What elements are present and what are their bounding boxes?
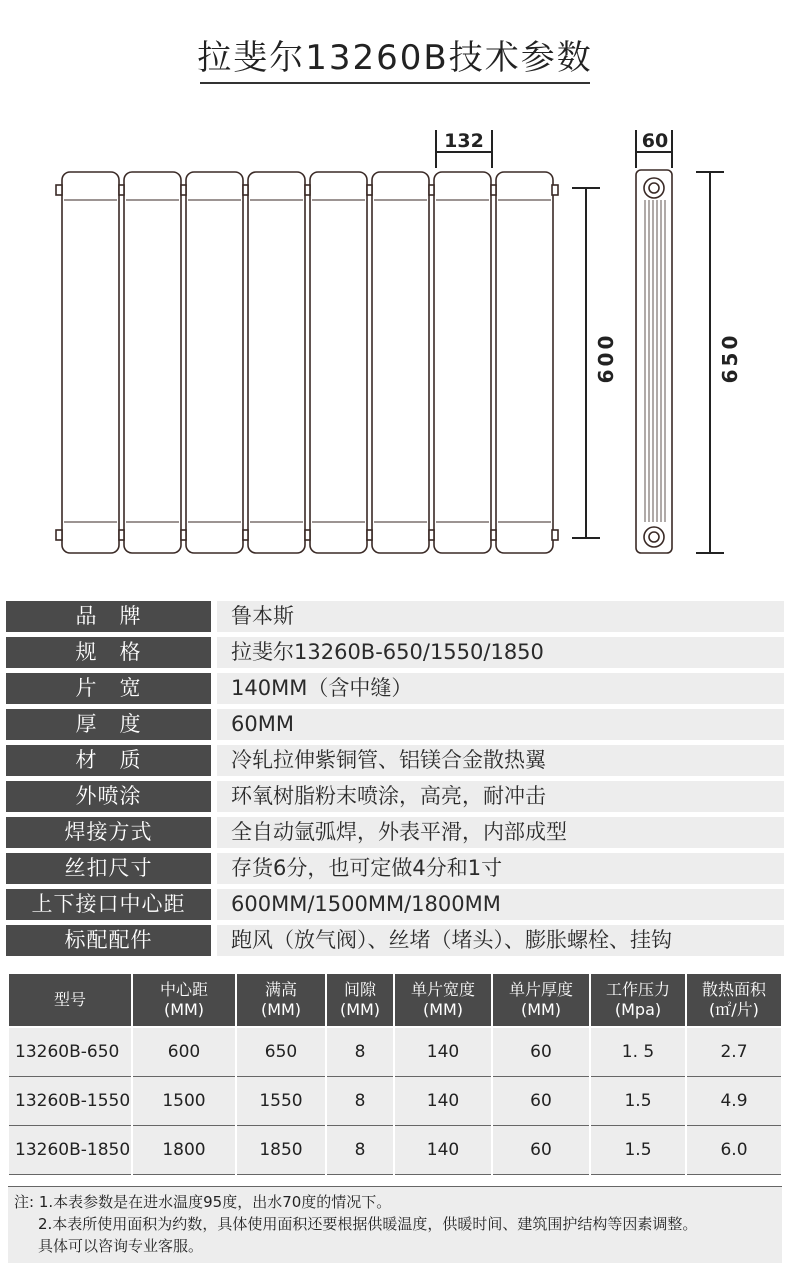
table-cell: 140 xyxy=(394,1027,492,1077)
header-connector xyxy=(181,185,186,195)
table-cell: 1.5 xyxy=(590,1077,686,1126)
title-underline xyxy=(200,82,590,84)
table-cell: 2.7 xyxy=(686,1027,782,1077)
note-line: 2.本表所使用面积为约数，具体使用面积还要根据供暖温度，供暖时间、建筑围护结构等因素调整。 xyxy=(38,1215,698,1233)
radiator-fin xyxy=(62,172,119,553)
header-connector xyxy=(367,530,372,540)
radiator-fin xyxy=(372,172,429,553)
table-cell: 1.5 xyxy=(590,1126,686,1175)
spec-row-center-distance xyxy=(6,889,784,920)
header-connector xyxy=(491,530,496,540)
width-dimension-label: 132 xyxy=(444,130,484,152)
header-connector xyxy=(119,530,124,540)
table-cell: 1800 xyxy=(132,1126,236,1175)
spec-row-thread xyxy=(6,853,784,884)
spec-label: 品 牌 xyxy=(6,601,211,632)
end-plug xyxy=(56,185,62,195)
radiator-fin xyxy=(186,172,243,553)
table-cell: 600 xyxy=(132,1027,236,1077)
table-cell: 13260B-650 xyxy=(8,1027,132,1077)
radiator-fin xyxy=(248,172,305,553)
table-row xyxy=(8,1027,782,1077)
spec-value: 环氧树脂粉末喷涂，高亮，耐冲击 xyxy=(217,781,784,812)
end-plug xyxy=(552,185,558,195)
spec-label: 片 宽 xyxy=(6,673,211,704)
table-cell: 1550 xyxy=(236,1077,326,1126)
table-cell: 60 xyxy=(492,1126,590,1175)
notes-box xyxy=(8,1186,782,1263)
spec-label: 丝扣尺寸 xyxy=(6,853,211,884)
table-cell: 8 xyxy=(326,1126,394,1175)
radiator-front-view xyxy=(56,172,558,553)
spec-row-welding xyxy=(6,817,784,848)
header-connector xyxy=(491,185,496,195)
header-connector xyxy=(429,530,434,540)
spec-label: 厚 度 xyxy=(6,709,211,740)
spec-row-accessories xyxy=(6,925,784,956)
page-title: 拉斐尔13260B技术参数 xyxy=(197,38,593,78)
end-plug xyxy=(552,530,558,540)
column-header: 单片厚度 (MM) xyxy=(492,973,590,1027)
header-connector xyxy=(305,185,310,195)
header-connector xyxy=(119,185,124,195)
table-cell: 1. 5 xyxy=(590,1027,686,1077)
column-header: 中心距 (MM) xyxy=(132,973,236,1027)
spec-value: 冷轧拉伸紫铜管、铝镁合金散热翼 xyxy=(217,745,784,776)
table-cell: 6.0 xyxy=(686,1126,782,1175)
table-row xyxy=(8,1077,782,1126)
table-cell: 60 xyxy=(492,1027,590,1077)
spec-value: 跑风（放气阀）、丝堵（堵头）、膨胀螺栓、挂钩 xyxy=(217,925,784,956)
height-dimension-label: 650 xyxy=(718,332,742,384)
column-header: 间隙 (MM) xyxy=(326,973,394,1027)
header-connector xyxy=(181,530,186,540)
radiator-diagram xyxy=(0,118,790,568)
spec-label: 标配配件 xyxy=(6,925,211,956)
note-line: 注: 1.本表参数是在进水温度95度，出水70度的情况下。 xyxy=(14,1193,392,1211)
table-cell: 140 xyxy=(394,1126,492,1175)
center-distance-label: 600 xyxy=(594,332,618,384)
spec-row-thickness xyxy=(6,709,784,740)
table-cell: 1850 xyxy=(236,1126,326,1175)
table-cell: 13260B-1550 xyxy=(8,1077,132,1126)
spec-label: 材 质 xyxy=(6,745,211,776)
spec-label: 上下接口中心距 xyxy=(6,889,211,920)
radiator-fin xyxy=(310,172,367,553)
header-connector xyxy=(367,185,372,195)
spec-label: 焊接方式 xyxy=(6,817,211,848)
end-plug xyxy=(56,530,62,540)
spec-value: 鲁本斯 xyxy=(217,601,784,632)
spec-value: 存货6分，也可定做4分和1寸 xyxy=(217,853,784,884)
spec-row-model xyxy=(6,637,784,668)
table-row xyxy=(8,1126,782,1175)
spec-value: 拉斐尔13260B-650/1550/1850 xyxy=(217,637,784,668)
radiator-fin xyxy=(496,172,553,553)
spec-value: 全自动氩弧焊，外表平滑，内部成型 xyxy=(217,817,784,848)
table-cell: 140 xyxy=(394,1077,492,1126)
column-header: 工作压力 (Mpa) xyxy=(590,973,686,1027)
column-header: 型号 xyxy=(8,973,132,1027)
table-header-row xyxy=(8,973,782,1027)
spec-row-material xyxy=(6,745,784,776)
table-cell: 8 xyxy=(326,1077,394,1126)
model-table xyxy=(7,972,783,1175)
note-line: 具体可以咨询专业客服。 xyxy=(38,1237,204,1255)
header-connector xyxy=(429,185,434,195)
spec-value: 600MM/1500MM/1800MM xyxy=(217,889,784,920)
table-cell: 60 xyxy=(492,1077,590,1126)
header-connector xyxy=(243,185,248,195)
spec-row-width xyxy=(6,673,784,704)
table-cell: 1500 xyxy=(132,1077,236,1126)
spec-value: 60MM xyxy=(217,709,784,740)
depth-dimension-label: 60 xyxy=(641,130,669,152)
radiator-side-view xyxy=(636,170,672,553)
column-header: 散热面积 (㎡/片) xyxy=(686,973,782,1027)
radiator-fin xyxy=(434,172,491,553)
table-cell: 8 xyxy=(326,1027,394,1077)
spec-row-coating xyxy=(6,781,784,812)
header-connector xyxy=(305,530,310,540)
table-cell: 13260B-1850 xyxy=(8,1126,132,1175)
table-cell: 650 xyxy=(236,1027,326,1077)
spec-label: 规 格 xyxy=(6,637,211,668)
spec-row-brand xyxy=(6,601,784,632)
radiator-fin xyxy=(124,172,181,553)
spec-value: 140MM（含中缝） xyxy=(217,673,784,704)
spec-label: 外喷涂 xyxy=(6,781,211,812)
header-connector xyxy=(243,530,248,540)
column-header: 满高 (MM) xyxy=(236,973,326,1027)
column-header: 单片宽度 (MM) xyxy=(394,973,492,1027)
table-cell: 4.9 xyxy=(686,1077,782,1126)
